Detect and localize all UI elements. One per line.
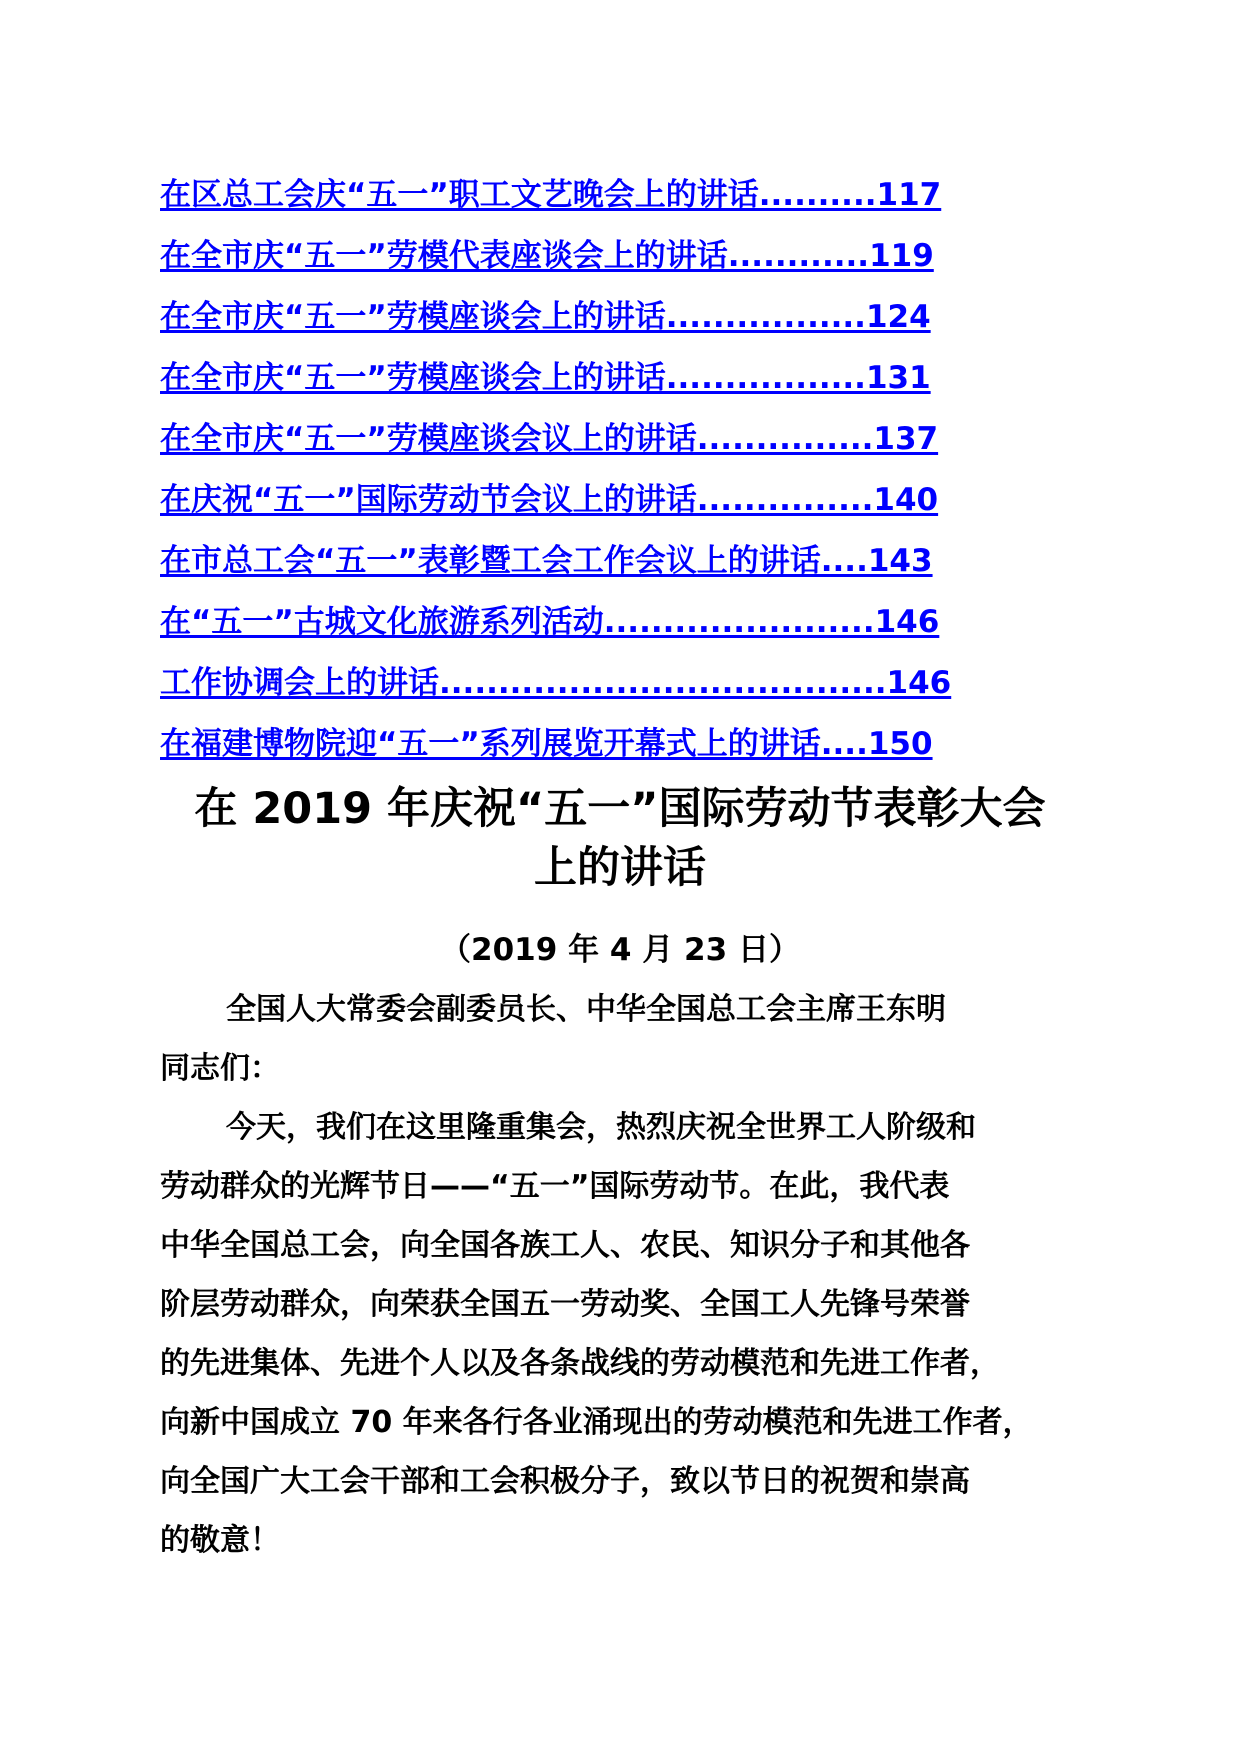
salutation: 同志们： (160, 1051, 280, 1086)
toc-entry-5[interactable]: 在全市庆“五一”劳模座谈会议上的讲话...............137 (160, 421, 939, 457)
toc-entry-6[interactable]: 在庆祝“五一”国际劳动节会议上的讲话...............140 (160, 482, 939, 518)
paragraph-line: 的敬意！ (160, 1523, 280, 1558)
paragraph-line: 劳动群众的光辉节日——“五一”国际劳动节。在此，我代表 (160, 1169, 950, 1204)
toc-entry-3[interactable]: 在全市庆“五一”劳模座谈会上的讲话.................124 (160, 299, 931, 335)
paragraph-line: 阶层劳动群众，向荣获全国五一劳动奖、全国工人先锋号荣誉 (160, 1287, 970, 1322)
paragraph-line: 的先进集体、先进个人以及各条战线的劳动模范和先进工作者， (160, 1346, 1000, 1381)
author-line: 全国人大常委会副委员长、中华全国总工会主席王东明 (226, 992, 946, 1027)
article-title-line-1: 在 2019 年庆祝“五一”国际劳动节表彰大会 (194, 784, 1046, 834)
toc-entry-4[interactable]: 在全市庆“五一”劳模座谈会上的讲话.................131 (160, 360, 931, 396)
toc-entry-2[interactable]: 在全市庆“五一”劳模代表座谈会上的讲话............119 (160, 238, 934, 274)
article-title (0, 780, 1240, 898)
table-of-contents (160, 165, 1030, 775)
toc-entry-8[interactable]: 在“五一”古城文化旅游系列活动.......................146 (160, 604, 940, 640)
paragraph-line: 今天，我们在这里隆重集会，热烈庆祝全世界工人阶级和 (226, 1110, 976, 1145)
toc-entry-10[interactable]: 在福建博物院迎“五一”系列展览开幕式上的讲话....150 (160, 726, 933, 762)
paragraph-line: 向全国广大工会干部和工会积极分子，致以节日的祝贺和崇高 (160, 1464, 970, 1499)
paragraph-line: 向新中国成立 70 年来各行各业涌现出的劳动模范和先进工作者， (160, 1405, 1033, 1440)
article-title-line-2: 上的讲话 (534, 843, 706, 893)
paragraph-line: 中华全国总工会，向全国各族工人、农民、知识分子和其他各 (160, 1228, 970, 1263)
article-date: （2019 年 4 月 23 日） (440, 932, 800, 968)
toc-entry-1[interactable]: 在区总工会庆“五一”职工文艺晚会上的讲话..........117 (160, 177, 942, 213)
toc-entry-9[interactable]: 工作协调会上的讲话......................................146 (160, 665, 952, 701)
article-body (160, 980, 1120, 1570)
toc-entry-7[interactable]: 在市总工会“五一”表彰暨工会工作会议上的讲话....143 (160, 543, 933, 579)
